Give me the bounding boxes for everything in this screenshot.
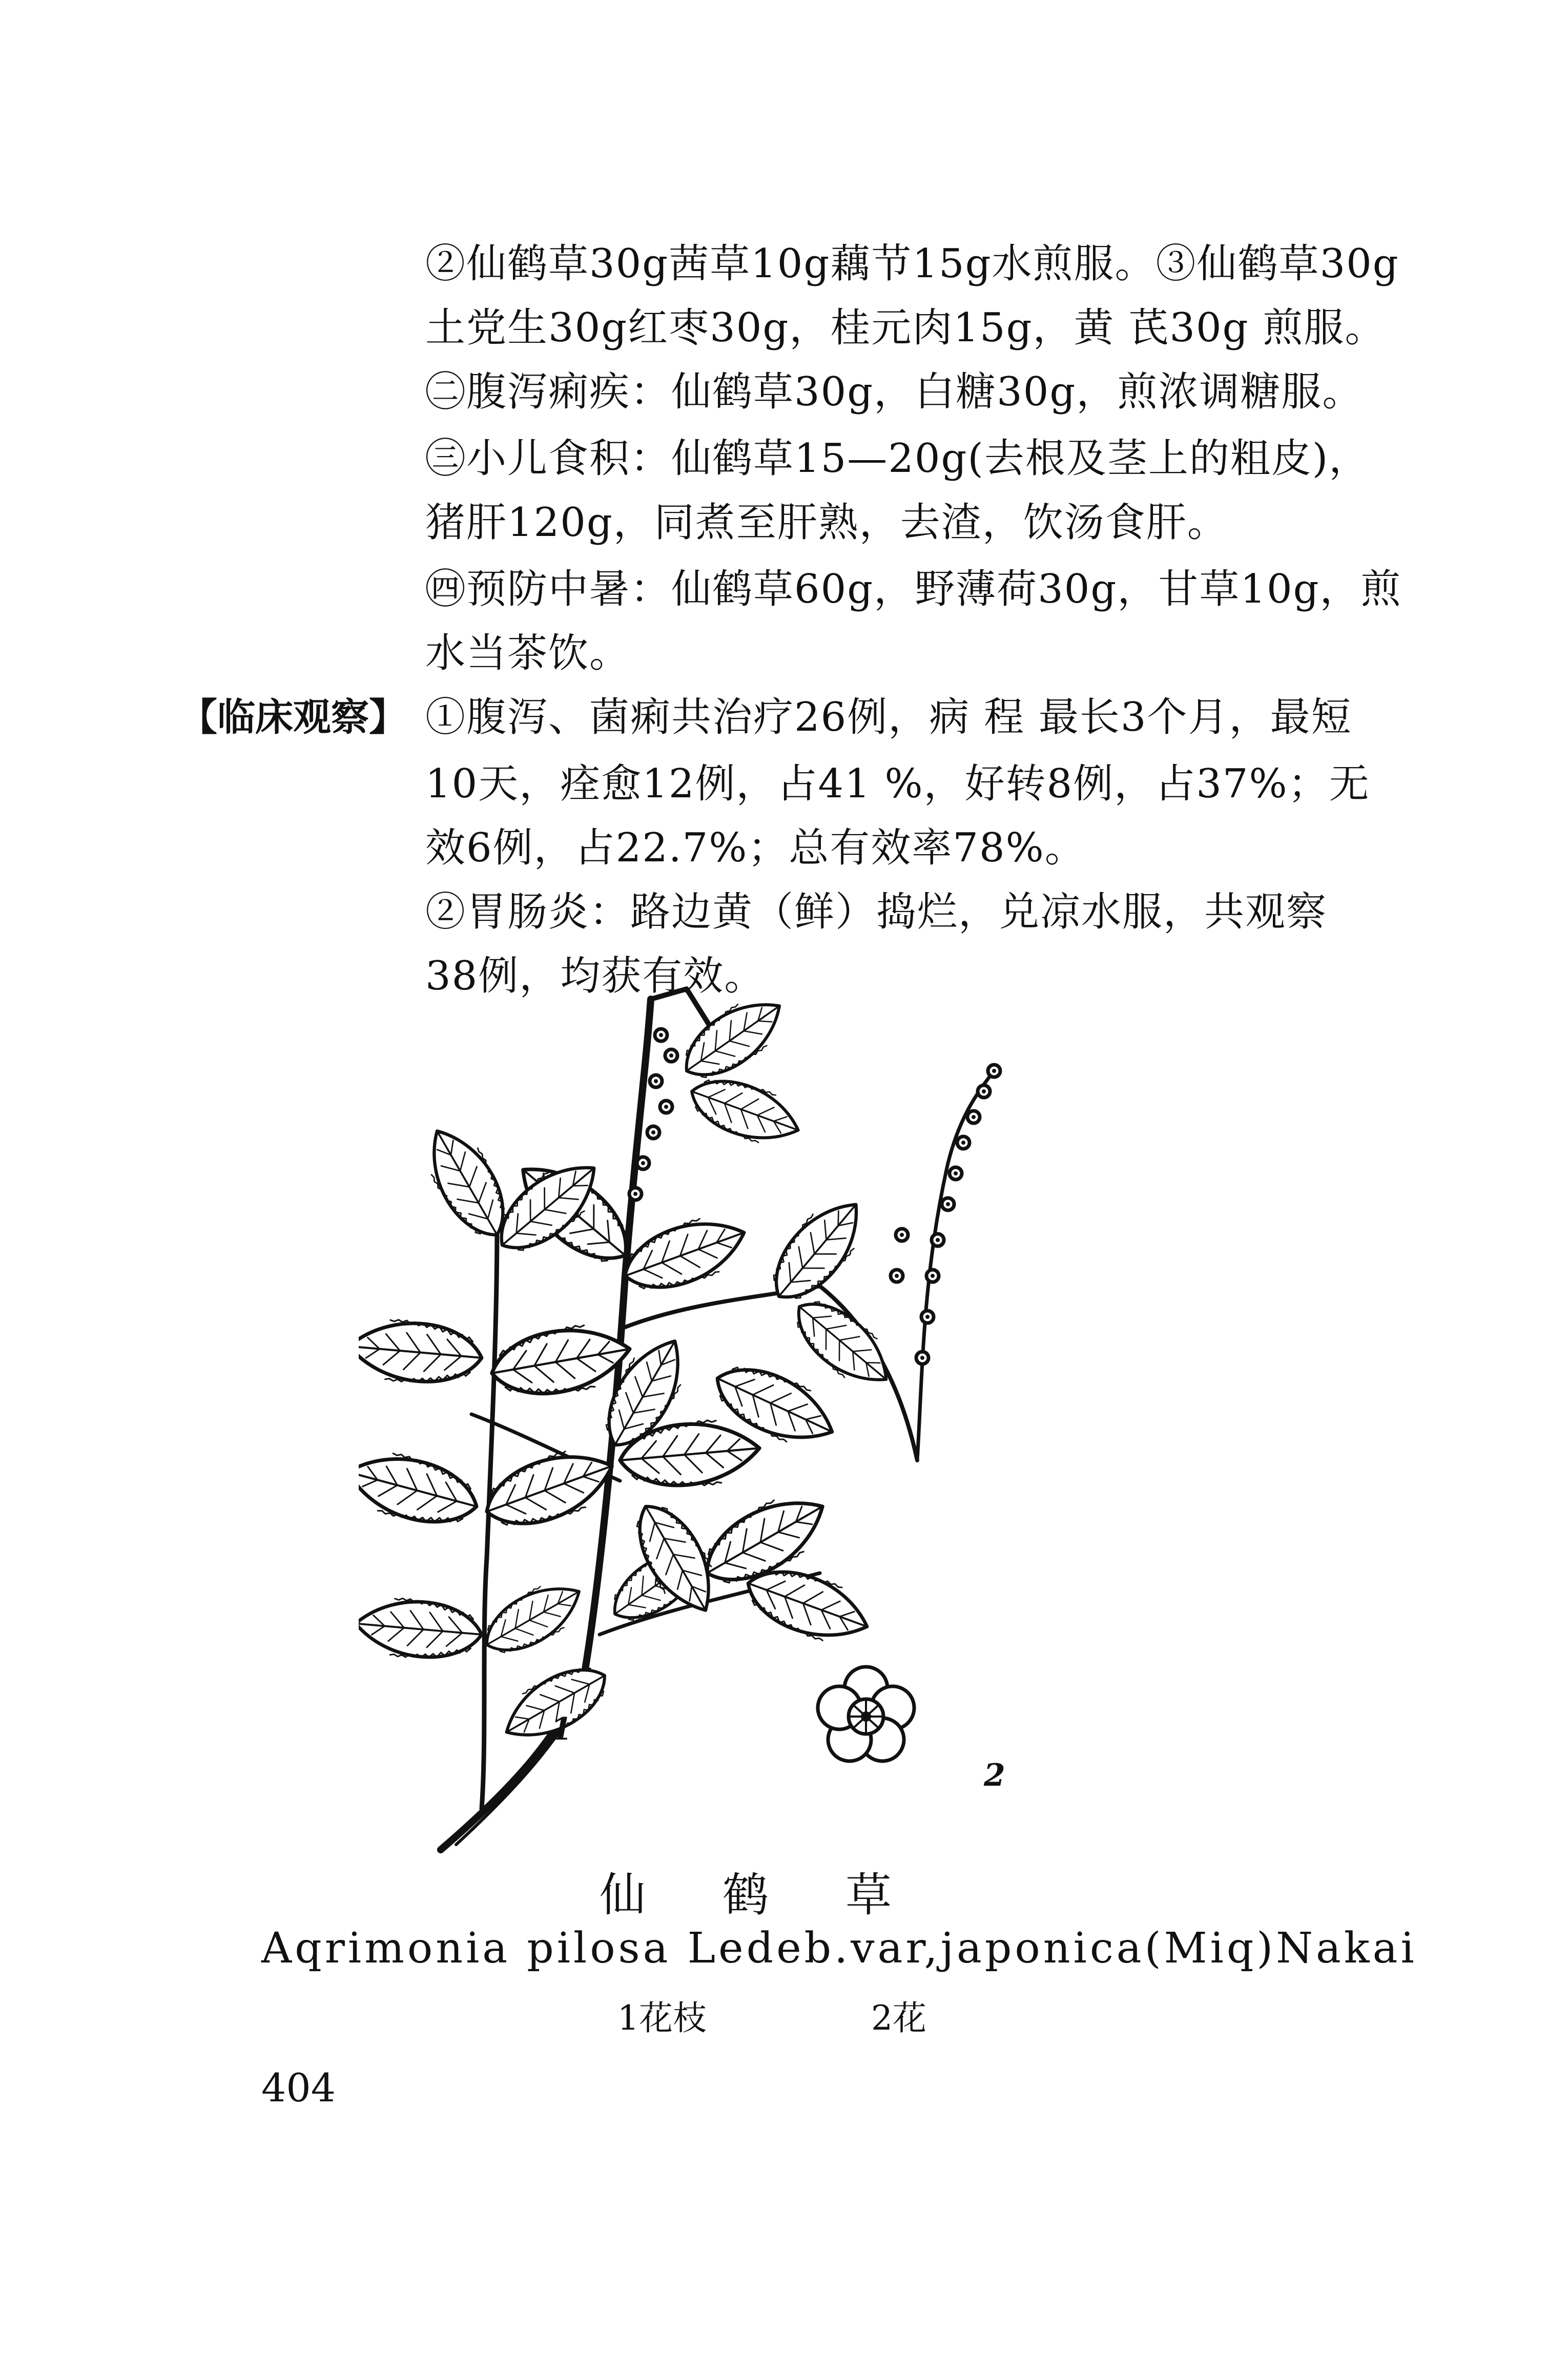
figure-marker-1: 1 [551, 1711, 572, 1747]
clinical-line-3: 效6例，占22.7%；总有效率78%。 [425, 825, 1086, 871]
clinical-label: 【临床观察】 [179, 695, 407, 739]
figure-label-2: 2花 [871, 1998, 926, 2038]
body-line-3: ㊁腹泻痢疾：仙鹤草30g，白糖30g，煎浓调糖服。 [425, 369, 1364, 415]
body-line-6: ㊃预防中暑：仙鹤草60g，野薄荷30g，甘草10g，煎 [425, 566, 1402, 612]
body-line-1: ②仙鹤草30g茜草10g藕节15g水煎服。③仙鹤草30g [425, 241, 1399, 287]
page-number: 404 [261, 2065, 336, 2111]
body-line-2: 土党生30g红枣30g，桂元肉15g，黄 芪30g 煎服。 [425, 305, 1386, 351]
plant-illustration [359, 968, 1230, 1860]
latin-name: Aqrimonia pilosa Ledeb.var,japonica(Miq)Nakai [261, 1924, 1417, 1973]
clinical-line-1: ①腹泻、菌痢共治疗26例，病 程 最长3个月，最短 [425, 694, 1352, 740]
figure-label-1: 1花枝 [617, 1998, 707, 2038]
figure-marker-2: 2 [984, 1758, 1005, 1793]
body-line-4: ㊂小儿食积：仙鹤草15—20g(去根及茎上的粗皮)， [425, 436, 1370, 482]
clinical-line-5: 38例，均获有效。 [425, 953, 766, 999]
figure-caption: 仙鹤草 [600, 1868, 968, 1922]
clinical-line-4: ②胃肠炎：路边黄（鲜）捣烂，兑凉水服，共观察 [425, 889, 1328, 935]
body-line-5: 猪肝120g，同煮至肝熟，去渣，饮汤食肝。 [425, 500, 1228, 546]
body-line-7: 水当茶饮。 [425, 630, 631, 676]
clinical-line-2: 10天，痊愈12例，占41 %，好转8例，占37%；无 [425, 761, 1370, 807]
